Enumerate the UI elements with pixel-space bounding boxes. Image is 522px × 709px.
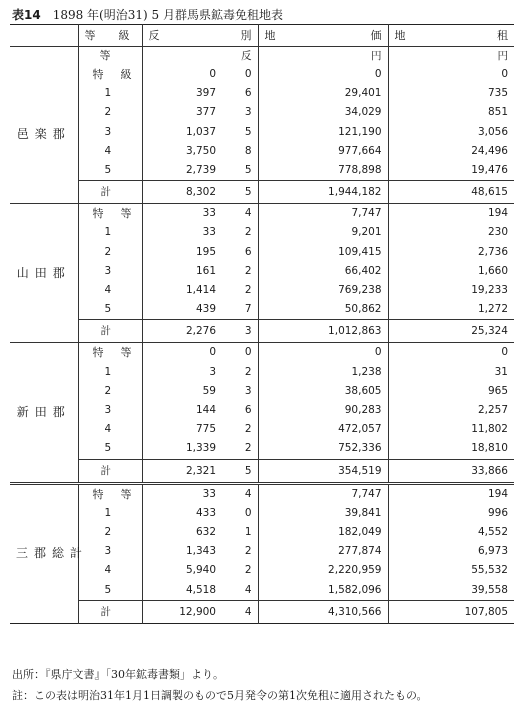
land-value-cell: 977,664 [258, 142, 388, 161]
total-row [10, 459, 514, 483]
header-land-value [258, 25, 388, 47]
table-row [10, 343, 514, 363]
total-label: 計 [78, 459, 142, 483]
district-name: 新田郡 [10, 343, 78, 483]
area-tan-cell: 439 [142, 300, 222, 320]
unit-bu: 反 [241, 50, 252, 62]
land-tax-cell: 3,056 [388, 123, 514, 142]
area-bu-cell: 2 [244, 442, 252, 455]
total-bu: 4 [222, 600, 258, 623]
total-tax: 33,866 [388, 459, 514, 483]
unit-tax: 円 [388, 47, 514, 66]
total-value: 1,012,863 [258, 320, 388, 343]
area-bu-cell: 2 [244, 365, 252, 378]
area-tan-cell: 397 [142, 84, 222, 103]
land-value-cell: 109,415 [258, 243, 388, 262]
area-tan-cell: 161 [142, 262, 222, 281]
header-grade: 等 級 [78, 25, 142, 47]
land-tax-cell: 965 [388, 382, 514, 401]
land-tax-cell: 6,973 [388, 542, 514, 561]
land-value-cell: 0 [258, 65, 388, 84]
total-tan: 12,900 [142, 600, 222, 623]
land-value-cell: 778,898 [258, 161, 388, 181]
area-bu-cell: 2 [244, 284, 252, 297]
land-tax-cell: 230 [388, 223, 514, 242]
area-tan-cell: 33 [142, 223, 222, 242]
land-tax-cell: 1,660 [388, 262, 514, 281]
unit-district [10, 47, 78, 66]
total-label: 計 [78, 600, 142, 623]
grade-cell: 1 [78, 363, 142, 382]
area-bu-cell: 5 [244, 164, 252, 177]
land-value-cell: 39,841 [258, 504, 388, 523]
total-bu: 5 [222, 181, 258, 204]
land-tax-cell: 1,272 [388, 300, 514, 320]
grade-cell: 4 [78, 420, 142, 439]
land-value-cell: 472,057 [258, 420, 388, 439]
table-row [10, 142, 514, 161]
area-tan-cell: 2,739 [142, 161, 222, 181]
land-value-cell: 29,401 [258, 84, 388, 103]
land-value-cell: 277,874 [258, 542, 388, 561]
header-land-value-ka: 価 [370, 28, 382, 42]
header-area-betsu: 別 [240, 28, 252, 42]
area-tan-cell: 195 [142, 243, 222, 262]
land-value-cell: 1,238 [258, 363, 388, 382]
table-row [10, 363, 514, 382]
land-tax-cell: 735 [388, 84, 514, 103]
total-tan: 2,321 [142, 459, 222, 483]
table-row [10, 581, 514, 601]
total-value: 354,519 [258, 459, 388, 483]
area-tan-cell: 1,339 [142, 439, 222, 459]
land-tax-cell: 194 [388, 204, 514, 224]
area-tan-cell: 3,750 [142, 142, 222, 161]
table-row [10, 243, 514, 262]
land-tax-cell: 851 [388, 103, 514, 122]
header-area [142, 25, 258, 47]
district-name: 邑楽郡 [10, 65, 78, 204]
header-land-tax-so: 租 [497, 28, 508, 42]
area-tan-cell: 3 [142, 363, 222, 382]
grade-cell: 3 [78, 262, 142, 281]
land-tax-cell: 55,532 [388, 561, 514, 580]
header-land-tax [388, 25, 514, 47]
land-value-cell: 90,283 [258, 401, 388, 420]
table-row [10, 84, 514, 103]
total-bu: 3 [222, 320, 258, 343]
table-row [10, 103, 514, 122]
area-bu-cell: 4 [244, 487, 252, 500]
area-bu-cell: 6 [244, 87, 252, 100]
table-row [10, 262, 514, 281]
explanatory-note: 註：この表は明治31年1月1日調製のもので5月発令の第1次免租に適用されたもの。 [12, 689, 428, 702]
land-tax-cell: 2,736 [388, 243, 514, 262]
land-tax-cell: 31 [388, 363, 514, 382]
grade-cell: 3 [78, 401, 142, 420]
total-row [10, 181, 514, 204]
area-tan-cell: 1,343 [142, 542, 222, 561]
total-tax: 48,615 [388, 181, 514, 204]
table-body [10, 47, 514, 624]
unit-grade: 等 [78, 47, 142, 66]
land-value-cell: 121,190 [258, 123, 388, 142]
table-row [10, 204, 514, 224]
grade-cell: 1 [78, 223, 142, 242]
land-value-cell: 1,582,096 [258, 581, 388, 601]
land-value-cell: 182,049 [258, 523, 388, 542]
area-tan-cell: 1,414 [142, 281, 222, 300]
grade-cell: 4 [78, 561, 142, 580]
area-bu-cell: 5 [244, 125, 252, 138]
area-bu-cell: 2 [244, 564, 252, 577]
area-tan-cell: 433 [142, 504, 222, 523]
area-tan-cell: 775 [142, 420, 222, 439]
grade-cell: 特 等 [78, 483, 142, 504]
total-label: 計 [78, 320, 142, 343]
area-tan-cell: 33 [142, 483, 222, 504]
table-row [10, 223, 514, 242]
area-tan-cell: 5,940 [142, 561, 222, 580]
area-bu-cell: 8 [244, 144, 252, 157]
header-area-tan: 反 [148, 28, 160, 42]
grade-cell: 5 [78, 300, 142, 320]
total-value: 1,944,182 [258, 181, 388, 204]
grade-cell: 2 [78, 523, 142, 542]
table-notes [12, 664, 428, 706]
land-tax-cell: 19,476 [388, 161, 514, 181]
table-row [10, 161, 514, 181]
grade-cell: 5 [78, 581, 142, 601]
area-bu-cell: 2 [244, 545, 252, 558]
grade-cell: 1 [78, 84, 142, 103]
header-land-value-chi: 地 [264, 28, 276, 42]
grade-cell: 2 [78, 103, 142, 122]
grade-cell: 4 [78, 281, 142, 300]
land-tax-cell: 11,802 [388, 420, 514, 439]
table-row [10, 401, 514, 420]
table-row [10, 483, 514, 504]
land-value-cell: 0 [258, 343, 388, 363]
area-tan-cell: 377 [142, 103, 222, 122]
tax-exemption-table [10, 24, 514, 624]
area-bu-cell: 2 [244, 423, 252, 436]
table-row [10, 439, 514, 459]
land-tax-cell: 0 [388, 343, 514, 363]
land-tax-cell: 24,496 [388, 142, 514, 161]
land-tax-cell: 4,552 [388, 523, 514, 542]
area-bu-cell: 0 [244, 346, 252, 359]
district-name: 山田郡 [10, 204, 78, 343]
area-tan-cell: 632 [142, 523, 222, 542]
area-bu-cell: 6 [244, 404, 252, 417]
area-tan-cell: 33 [142, 204, 222, 224]
header-land-tax-chi: 地 [394, 28, 406, 42]
area-tan-cell: 59 [142, 382, 222, 401]
unit-tan [142, 47, 222, 66]
area-bu-cell: 1 [244, 526, 252, 539]
land-tax-cell: 19,233 [388, 281, 514, 300]
grade-cell: 5 [78, 161, 142, 181]
header-row [10, 25, 514, 47]
total-tan: 2,276 [142, 320, 222, 343]
grade-cell: 2 [78, 243, 142, 262]
total-row [10, 600, 514, 623]
table-row [10, 420, 514, 439]
area-bu-cell: 3 [244, 106, 252, 119]
area-bu-cell: 6 [244, 245, 252, 258]
grade-cell: 1 [78, 504, 142, 523]
table-row [10, 65, 514, 84]
table-title [12, 6, 283, 23]
total-tax: 107,805 [388, 600, 514, 623]
land-tax-cell: 996 [388, 504, 514, 523]
land-value-cell: 7,747 [258, 204, 388, 224]
table-row [10, 504, 514, 523]
table-row [10, 300, 514, 320]
land-value-cell: 9,201 [258, 223, 388, 242]
grade-cell: 3 [78, 123, 142, 142]
area-bu-cell: 0 [244, 68, 252, 80]
area-bu-cell: 7 [244, 303, 252, 316]
land-tax-cell: 194 [388, 483, 514, 504]
source-note: 出所：『県庁文書』「30年鉱毒書類」より。 [12, 668, 224, 681]
total-bu: 5 [222, 459, 258, 483]
area-bu-cell: 3 [244, 384, 252, 397]
total-row [10, 320, 514, 343]
area-tan-cell: 144 [142, 401, 222, 420]
area-bu-cell: 4 [244, 583, 252, 596]
area-bu-cell: 4 [244, 207, 252, 220]
total-tan: 8,302 [142, 181, 222, 204]
grade-cell: 3 [78, 542, 142, 561]
area-bu-cell: 2 [244, 226, 252, 239]
land-tax-cell: 39,558 [388, 581, 514, 601]
area-tan-cell: 0 [142, 65, 222, 84]
area-bu-cell: 2 [244, 264, 252, 277]
total-tax: 25,324 [388, 320, 514, 343]
unit-price: 円 [258, 47, 388, 66]
total-value: 4,310,566 [258, 600, 388, 623]
grade-cell: 5 [78, 439, 142, 459]
table-row [10, 123, 514, 142]
grade-cell: 特 級 [78, 65, 142, 84]
grade-cell: 特 等 [78, 204, 142, 224]
area-tan-cell: 1,037 [142, 123, 222, 142]
area-bu-cell: 0 [244, 506, 252, 519]
grade-cell: 特 等 [78, 343, 142, 363]
land-value-cell: 50,862 [258, 300, 388, 320]
district-name: 三郡総計 [16, 546, 89, 561]
table-row [10, 281, 514, 300]
land-tax-cell: 0 [388, 65, 514, 84]
header-district [10, 25, 78, 47]
land-value-cell: 38,605 [258, 382, 388, 401]
land-tax-cell: 2,257 [388, 401, 514, 420]
land-value-cell: 7,747 [258, 483, 388, 504]
area-tan-cell: 0 [142, 343, 222, 363]
table-row [10, 382, 514, 401]
grade-cell: 2 [78, 382, 142, 401]
table-caption: 1898 年(明治31) 5 月群馬県鉱毒免租地表 [52, 8, 283, 22]
grade-cell: 4 [78, 142, 142, 161]
unit-row [10, 47, 514, 66]
land-tax-cell: 18,810 [388, 439, 514, 459]
land-value-cell: 769,238 [258, 281, 388, 300]
land-value-cell: 752,336 [258, 439, 388, 459]
land-value-cell: 34,029 [258, 103, 388, 122]
land-value-cell: 66,402 [258, 262, 388, 281]
total-label: 計 [78, 181, 142, 204]
table-row [10, 561, 514, 580]
area-tan-cell: 4,518 [142, 581, 222, 601]
land-value-cell: 2,220,959 [258, 561, 388, 580]
table-row [10, 523, 514, 542]
table-number: 表14 [12, 8, 41, 22]
